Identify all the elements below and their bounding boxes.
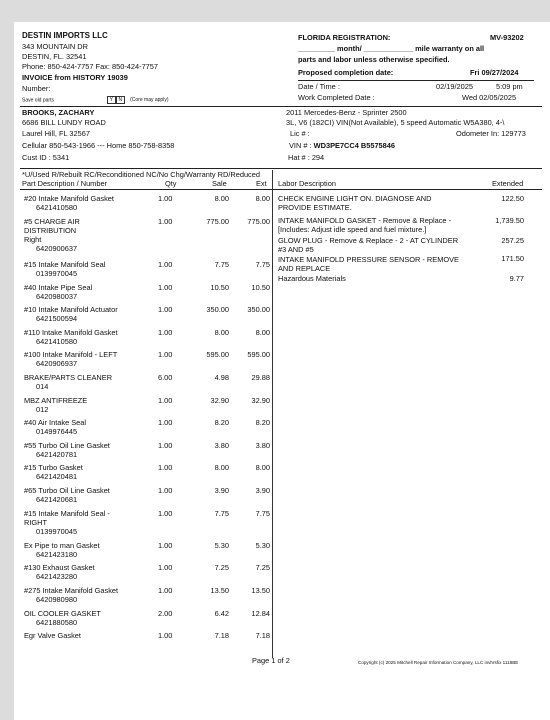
part-ext: 3.90	[255, 486, 270, 495]
vehicle-engine: 3L, V6 (182CI) VIN(Not Available), 5 speed Automatic W5A380, 4-\	[286, 119, 505, 127]
part-sale: 8.00	[214, 463, 229, 472]
part-description: #15 Intake Manifold Seal -	[24, 509, 110, 518]
shop-address: 343 MOUNTAIN DR	[22, 42, 88, 51]
labor-description: INTAKE MANIFOLD PRESSURE SENSOR - REMOVE	[278, 255, 459, 264]
legend: *U/Used R/Rebuilt RC/Reconditioned NC/No Chg/Warranty RD/Reduced	[22, 170, 260, 179]
part-ext: 7.25	[255, 563, 270, 572]
vin-value: WD3PE7CC4 B5575846	[313, 141, 395, 150]
col-qty: Qty	[165, 179, 177, 188]
part-ext: 7.75	[255, 509, 270, 518]
part-number: 6421500594	[36, 314, 78, 323]
part-sale: 8.00	[214, 328, 229, 337]
part-sale: 3.80	[214, 441, 229, 450]
part-sale: 7.18	[214, 631, 229, 640]
col-sale: Sale	[212, 179, 227, 188]
core-note: (Core may apply)	[130, 97, 169, 104]
proposed-value: Fri 09/27/2024	[470, 68, 519, 77]
part-qty: 1.00	[158, 305, 173, 314]
labor-description: GLOW PLUG - Remove & Replace - 2 - AT CYLINDER	[278, 236, 459, 245]
part-description: OIL COOLER GASKET	[24, 609, 101, 618]
vin-label: VIN # :	[289, 141, 312, 150]
shop-name: DESTIN IMPORTS LLC	[22, 31, 108, 40]
part-ext: 13.50	[251, 586, 270, 595]
part-qty: 1.00	[158, 194, 173, 203]
part-description: #10 Intake Manifold Actuator	[24, 305, 118, 314]
labor-description: INTAKE MANIFOLD GASKET - Remove & Replace -	[278, 216, 452, 225]
time-value: 5:09 pm	[496, 82, 523, 91]
registration-title: FLORIDA REGISTRATION:	[298, 33, 391, 42]
save-old-parts	[22, 96, 169, 105]
part-qty: 1.00	[158, 283, 173, 292]
date-value: 02/19/2025	[436, 82, 473, 91]
labor-amount: 171.50	[501, 254, 524, 263]
part-sale: 7.25	[214, 563, 229, 572]
datetime-label: Date / Time :	[298, 82, 340, 91]
part-qty: 1.00	[158, 260, 173, 269]
warranty-line-2: parts and labor unless otherwise specified.	[298, 55, 450, 64]
part-number: 6420980980	[36, 595, 78, 604]
part-sale: 32.90	[210, 396, 229, 405]
part-description: #20 Intake Manifold Gasket	[24, 194, 114, 203]
part-sale: 13.50	[210, 586, 229, 595]
divider	[20, 106, 542, 107]
divider	[20, 168, 542, 169]
column-divider	[272, 170, 273, 658]
part-number: 6421423280	[36, 572, 78, 581]
registration-number: MV-93202	[490, 33, 524, 42]
part-number: 0149976445	[36, 427, 78, 436]
part-description: #15 Intake Manifold Seal	[24, 260, 106, 269]
labor-amount: 1,739.50	[495, 216, 524, 225]
work-completed-value: Wed 02/05/2025	[462, 93, 517, 102]
part-number: 6421880580	[36, 618, 78, 627]
part-qty: 1.00	[158, 441, 173, 450]
invoice-sheet	[14, 22, 550, 720]
part-sale: 3.90	[214, 486, 229, 495]
part-number: 0139970045	[36, 269, 78, 278]
part-ext: 5.30	[255, 541, 270, 550]
part-number: 014	[36, 382, 49, 391]
labor-amount: 122.50	[501, 194, 524, 203]
part-description: RIGHT	[24, 518, 47, 527]
save-parts-no-checkbox[interactable]: N	[116, 96, 125, 104]
proposed-label: Proposed completion date:	[298, 68, 394, 77]
part-number: 6421420781	[36, 450, 78, 459]
part-description: DISTRIBUTION	[24, 226, 77, 235]
part-qty: 6.00	[158, 373, 173, 382]
invoice-title: INVOICE from HISTORY 19039	[22, 73, 128, 82]
part-qty: 1.00	[158, 563, 173, 572]
shop-city: DESTIN, FL. 32541	[22, 52, 87, 61]
license-label: Lic # :	[290, 129, 310, 138]
part-sale: 350.00	[206, 305, 229, 314]
part-description: Egr Valve Gasket	[24, 631, 81, 640]
labor-description: Hazardous Materials	[278, 274, 346, 283]
part-description: #40 Air Intake Seal	[24, 418, 87, 427]
part-qty: 1.00	[158, 586, 173, 595]
part-sale: 595.00	[206, 350, 229, 359]
part-sale: 7.75	[214, 509, 229, 518]
labor-description: AND REPLACE	[278, 264, 331, 273]
part-description: #40 Intake Pipe Seal	[24, 283, 93, 292]
warranty-line-1: _________ month/ ____________ mile warranty on all	[298, 44, 485, 53]
customer-name: BROOKS, ZACHARY	[22, 108, 95, 117]
customer-city: Laurel Hill, FL 32567	[22, 129, 90, 138]
hat-number: Hat # : 294	[288, 153, 325, 162]
part-ext: 10.50	[251, 283, 270, 292]
number-label: Number:	[22, 84, 51, 93]
part-ext: 7.75	[255, 260, 270, 269]
part-ext: 29.88	[251, 373, 270, 382]
part-number: 6421410580	[36, 203, 78, 212]
copyright: Copyright (c) 2025 Mitchell Repair Information Company, LLC invhrsfix 1118BE	[358, 660, 519, 665]
part-number: 6421410580	[36, 337, 78, 346]
part-description: #100 Intake Manifold - LEFT	[24, 350, 118, 359]
part-description: #65 Turbo Oil Line Gasket	[24, 486, 110, 495]
part-description: BRAKE/PARTS CLEANER	[24, 373, 113, 382]
part-description: #130 Exhaust Gasket	[24, 563, 95, 572]
vehicle-description: 2011 Mercedes-Benz - Sprinter 2500	[286, 108, 407, 117]
part-qty: 1.00	[158, 350, 173, 359]
customer-id: Cust ID : 5341	[22, 153, 70, 162]
part-sale: 7.75	[214, 260, 229, 269]
part-description: #15 Turbo Gasket	[24, 463, 83, 472]
part-qty: 1.00	[158, 328, 173, 337]
part-sale: 5.30	[214, 541, 229, 550]
vin	[289, 142, 395, 151]
part-qty: 1.00	[158, 631, 173, 640]
part-description: Right	[24, 235, 42, 244]
part-qty: 2.00	[158, 609, 173, 618]
part-ext: 32.90	[251, 396, 270, 405]
col-ext: Ext	[256, 179, 267, 188]
col-extended: Extended	[492, 179, 524, 188]
part-description: #55 Turbo Oil Line Gasket	[24, 441, 110, 450]
part-number: 6421423180	[36, 550, 78, 559]
customer-phones: Cellular 850-543-1966 --- Home 850-758-8358	[22, 141, 175, 150]
part-sale: 775.00	[206, 217, 229, 226]
part-qty: 1.00	[158, 396, 173, 405]
part-ext: 12.84	[251, 609, 270, 618]
part-ext: 8.00	[255, 328, 270, 337]
part-number: 0139970045	[36, 527, 78, 536]
part-number: 6421420681	[36, 495, 78, 504]
part-description: #275 Intake Manifold Gasket	[24, 586, 119, 595]
part-number: 6420900637	[36, 244, 78, 253]
part-number: 6420980037	[36, 292, 78, 301]
part-ext: 8.00	[255, 194, 270, 203]
shop-phone: Phone: 850-424-7757 Fax: 850-424-7757	[22, 62, 159, 71]
part-qty: 1.00	[158, 418, 173, 427]
part-qty: 1.00	[158, 217, 173, 226]
divider	[20, 189, 542, 190]
part-qty: 1.00	[158, 509, 173, 518]
col-part-description: Part Description / Number	[22, 179, 108, 188]
part-ext: 350.00	[247, 305, 270, 314]
labor-amount: 257.25	[501, 236, 524, 245]
save-old-parts-label: Save old parts	[22, 97, 54, 104]
part-sale: 8.00	[214, 194, 229, 203]
part-sale: 8.20	[214, 418, 229, 427]
part-qty: 1.00	[158, 486, 173, 495]
part-sale: 6.42	[214, 609, 229, 618]
part-ext: 8.00	[255, 463, 270, 472]
part-ext: 7.18	[255, 631, 270, 640]
col-labor-description: Labor Description	[278, 179, 336, 188]
save-parts-yes-checkbox[interactable]: Y	[107, 96, 116, 104]
divider	[298, 80, 534, 81]
part-number: 6420906937	[36, 359, 78, 368]
labor-description: #3 AND #5	[278, 245, 314, 254]
part-sale: 4.98	[214, 373, 229, 382]
labor-description: CHECK ENGINE LIGHT ON. DIAGNOSE AND	[278, 194, 432, 203]
part-sale: 10.50	[210, 283, 229, 292]
customer-address: 6686 BILL LUNDY ROAD	[22, 118, 106, 127]
labor-description: [Includes: Adjust idle speed and fuel mixture.]	[278, 225, 427, 234]
part-description: #5 CHARGE AIR	[24, 217, 80, 226]
work-completed-label: Work Completed Date :	[298, 93, 375, 102]
part-number: 012	[36, 405, 49, 414]
part-description: #110 Intake Manifold Gasket	[24, 328, 118, 337]
part-description: Ex Pipe to man Gasket	[24, 541, 100, 550]
part-ext: 775.00	[247, 217, 270, 226]
part-number: 6421420481	[36, 472, 78, 481]
part-ext: 595.00	[247, 350, 270, 359]
odometer-in: Odometer In: 129773	[456, 129, 526, 138]
part-qty: 1.00	[158, 463, 173, 472]
page-number: Page 1 of 2	[252, 656, 290, 665]
part-description: MBZ ANTIFREEZE	[24, 396, 88, 405]
part-qty: 1.00	[158, 541, 173, 550]
labor-amount: 9.77	[509, 274, 524, 283]
part-ext: 3.80	[255, 441, 270, 450]
labor-description: PROVIDE ESTIMATE.	[278, 203, 352, 212]
part-ext: 8.20	[255, 418, 270, 427]
